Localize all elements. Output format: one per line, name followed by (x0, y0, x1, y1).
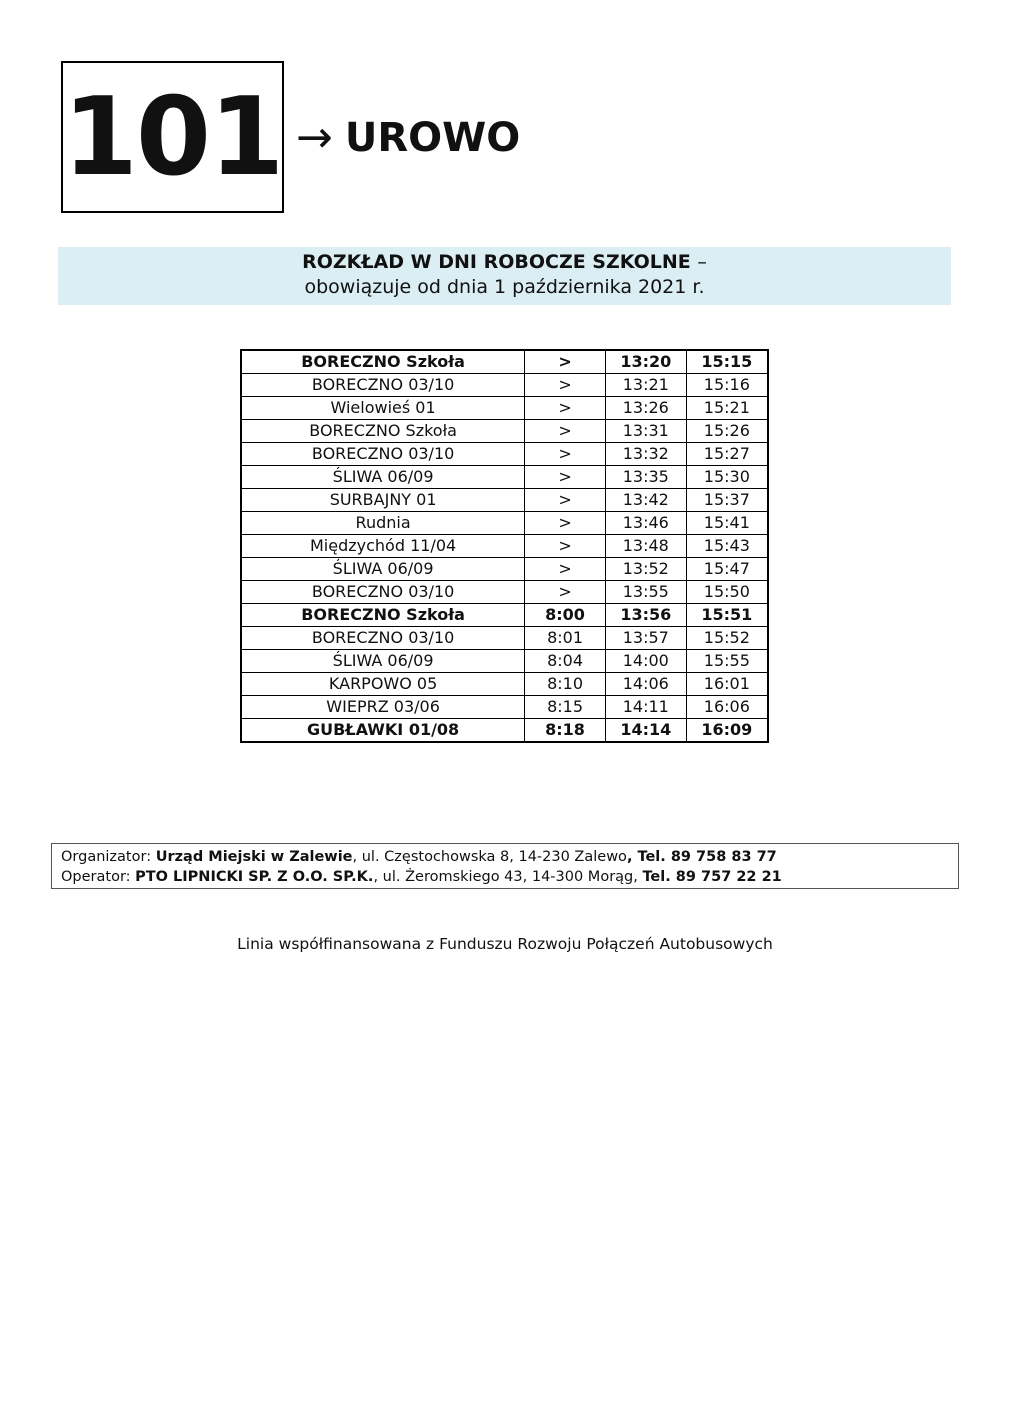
table-row (241, 696, 768, 719)
departure-cell-2: 13:56 (605, 604, 686, 627)
departure-cell-1: > (525, 535, 606, 558)
operator-name: PTO LIPNICKI SP. Z O.O. SP.K. (135, 869, 374, 885)
departure-cell-2: 13:42 (605, 489, 686, 512)
banner-subtitle: obowiązuje od dnia 1 października 2021 r. (304, 276, 705, 298)
departure-cell-2: 13:55 (605, 581, 686, 604)
table-row (241, 374, 768, 397)
departure-cell-1: 8:00 (525, 604, 606, 627)
operator-address: , ul. Żeromskiego 43, 14-300 Morąg, (373, 869, 643, 885)
organizer-label: Organizator: (61, 849, 156, 865)
departure-cell-2: 14:00 (605, 650, 686, 673)
departure-cell-2: 14:11 (605, 696, 686, 719)
departure-cell-3: 15:16 (686, 374, 768, 397)
operator-line (61, 867, 949, 887)
stop-name-cell: SURBAJNY 01 (241, 489, 525, 512)
table-row (241, 719, 768, 743)
departure-cell-1: > (525, 512, 606, 535)
operator-phone: Tel. 89 757 22 21 (642, 869, 782, 885)
departure-cell-3: 15:15 (686, 350, 768, 374)
organizer-name: Urząd Miejski w Zalewie (155, 849, 353, 865)
departure-cell-3: 16:01 (686, 673, 768, 696)
table-row (241, 535, 768, 558)
stop-name-cell: BORECZNO Szkoła (241, 420, 525, 443)
stop-name-cell: ŚLIWA 06/09 (241, 466, 525, 489)
departure-cell-3: 15:30 (686, 466, 768, 489)
departure-cell-1: > (525, 374, 606, 397)
table-row (241, 673, 768, 696)
timetable-body (241, 350, 768, 742)
departure-cell-3: 16:06 (686, 696, 768, 719)
departure-cell-1: > (525, 466, 606, 489)
departure-cell-1: > (525, 443, 606, 466)
departure-cell-3: 15:55 (686, 650, 768, 673)
departure-cell-2: 13:20 (605, 350, 686, 374)
organizer-phone: , Tel. 89 758 83 77 (626, 849, 777, 865)
stop-name-cell: Rudnia (241, 512, 525, 535)
departure-cell-1: > (525, 397, 606, 420)
operator-label: Operator: (61, 869, 136, 885)
departure-cell-3: 15:50 (686, 581, 768, 604)
table-row (241, 350, 768, 374)
departure-cell-3: 15:41 (686, 512, 768, 535)
departure-cell-3: 15:26 (686, 420, 768, 443)
departure-cell-2: 14:06 (605, 673, 686, 696)
stop-name-cell: BORECZNO 03/10 (241, 443, 525, 466)
departure-cell-1: 8:01 (525, 627, 606, 650)
table-row (241, 420, 768, 443)
departure-cell-3: 15:43 (686, 535, 768, 558)
table-row (241, 558, 768, 581)
table-row (241, 466, 768, 489)
stop-name-cell: KARPOWO 05 (241, 673, 525, 696)
departure-cell-1: 8:04 (525, 650, 606, 673)
departure-cell-2: 14:14 (605, 719, 686, 743)
contact-info-box (51, 843, 959, 889)
departure-cell-2: 13:21 (605, 374, 686, 397)
departure-cell-3: 15:37 (686, 489, 768, 512)
banner-dash: – (697, 251, 707, 273)
stop-name-cell: Wielowieś 01 (241, 397, 525, 420)
departure-cell-3: 15:51 (686, 604, 768, 627)
schedule-banner (58, 247, 951, 305)
table-row (241, 397, 768, 420)
departure-cell-1: > (525, 420, 606, 443)
departure-cell-2: 13:35 (605, 466, 686, 489)
departure-cell-3: 15:27 (686, 443, 768, 466)
timetable (240, 349, 769, 743)
arrow-right-icon: → (296, 112, 333, 163)
departure-cell-2: 13:52 (605, 558, 686, 581)
organizer-line (61, 847, 949, 867)
route-direction (296, 112, 520, 163)
banner-title-line (58, 251, 951, 273)
departure-cell-2: 13:26 (605, 397, 686, 420)
stop-name-cell: ŚLIWA 06/09 (241, 650, 525, 673)
departure-cell-1: 8:10 (525, 673, 606, 696)
stop-name-cell: WIEPRZ 03/06 (241, 696, 525, 719)
departure-cell-1: 8:15 (525, 696, 606, 719)
stop-name-cell: BORECZNO 03/10 (241, 374, 525, 397)
funding-footer: Linia współfinansowana z Funduszu Rozwoju Połączeń Autobusowych (237, 935, 773, 953)
table-row (241, 581, 768, 604)
table-row (241, 489, 768, 512)
line-number-box (61, 61, 284, 213)
departure-cell-1: > (525, 581, 606, 604)
stop-name-cell: BORECZNO 03/10 (241, 627, 525, 650)
stop-name-cell: ŚLIWA 06/09 (241, 558, 525, 581)
stop-name-cell: BORECZNO Szkoła (241, 350, 525, 374)
stop-name-cell: Międzychód 11/04 (241, 535, 525, 558)
banner-title: ROZKŁAD W DNI ROBOCZE SZKOLNE (302, 251, 691, 273)
departure-cell-2: 13:57 (605, 627, 686, 650)
departure-cell-2: 13:46 (605, 512, 686, 535)
destination-label: UROWO (344, 114, 521, 161)
departure-cell-2: 13:31 (605, 420, 686, 443)
departure-cell-3: 16:09 (686, 719, 768, 743)
stop-name-cell: BORECZNO Szkoła (241, 604, 525, 627)
organizer-address: , ul. Częstochowska 8, 14-230 Zalewo (352, 849, 627, 865)
departure-cell-1: > (525, 350, 606, 374)
table-row (241, 604, 768, 627)
departure-cell-1: 8:18 (525, 719, 606, 743)
departure-cell-1: > (525, 489, 606, 512)
departure-cell-2: 13:48 (605, 535, 686, 558)
table-row (241, 627, 768, 650)
table-row (241, 443, 768, 466)
departure-cell-3: 15:47 (686, 558, 768, 581)
stop-name-cell: BORECZNO 03/10 (241, 581, 525, 604)
departure-cell-2: 13:32 (605, 443, 686, 466)
table-row (241, 512, 768, 535)
departure-cell-3: 15:52 (686, 627, 768, 650)
departure-cell-3: 15:21 (686, 397, 768, 420)
table-row (241, 650, 768, 673)
departure-cell-1: > (525, 558, 606, 581)
stop-name-cell: GUBŁAWKI 01/08 (241, 719, 525, 743)
line-number: 101 (62, 75, 283, 200)
